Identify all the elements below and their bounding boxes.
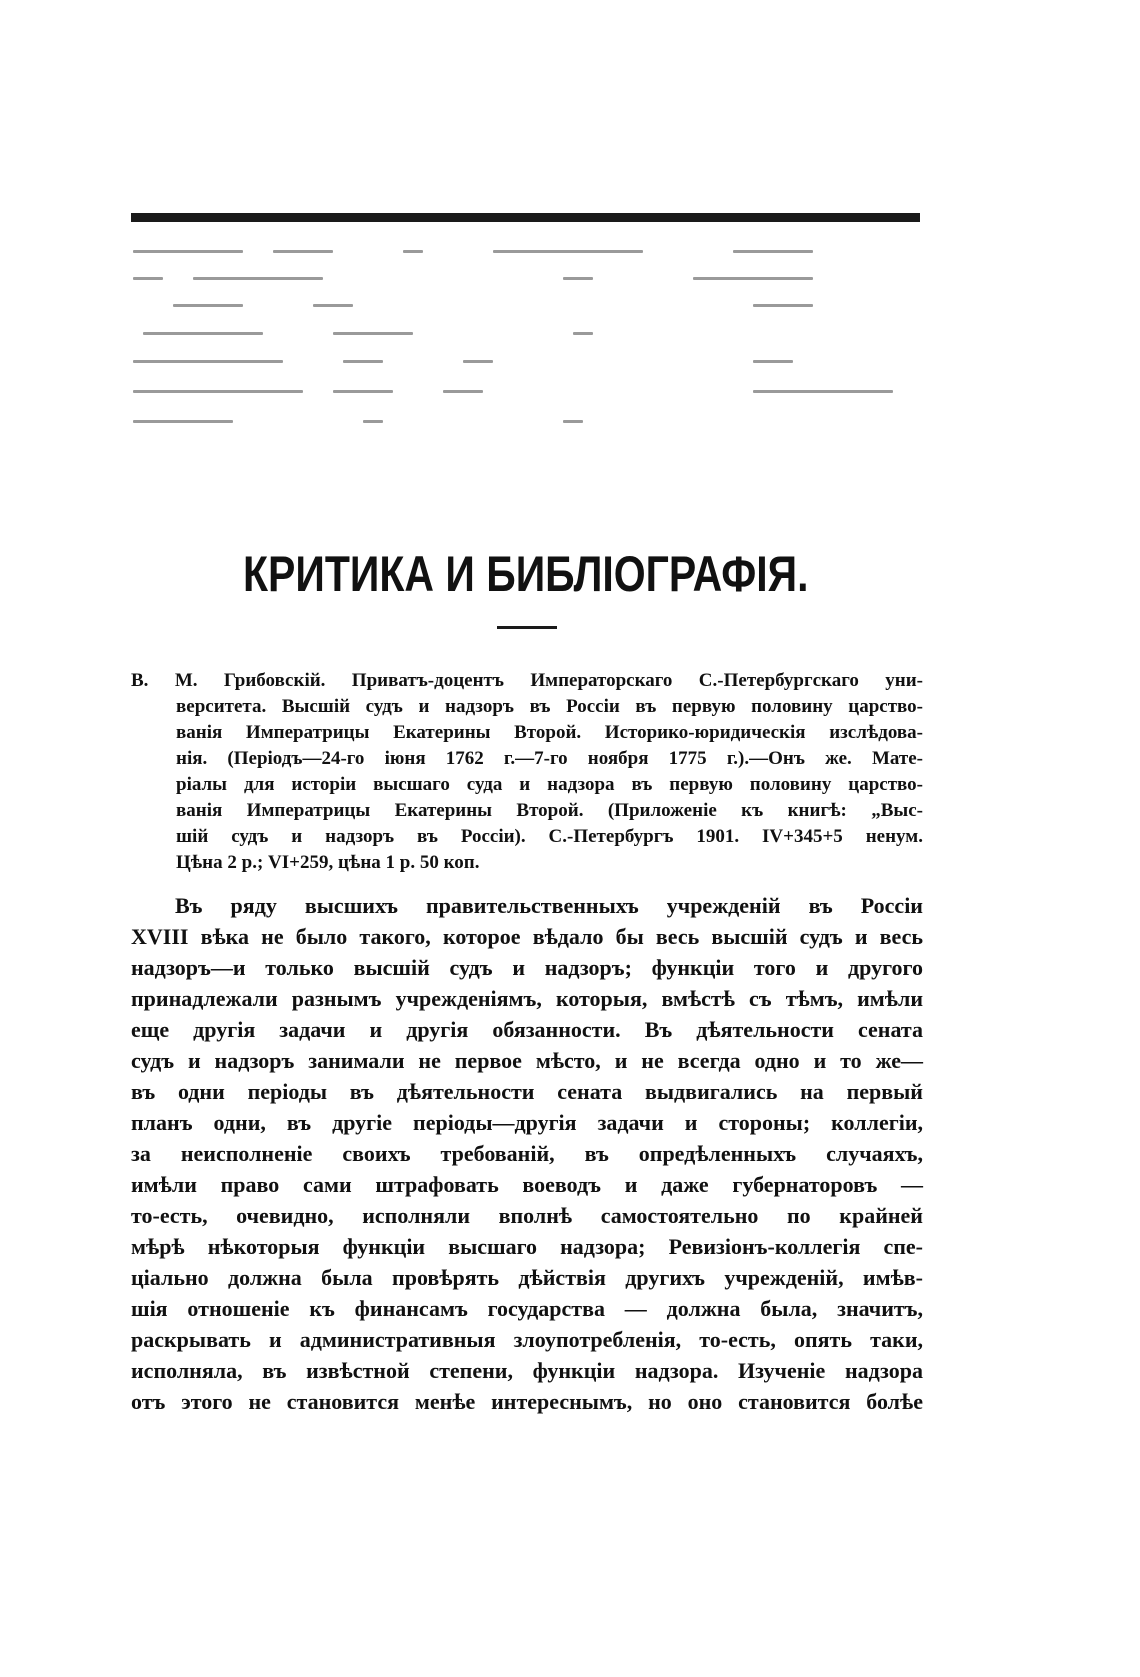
bibliography-line: В. М. Грибовскій. Приватъ-доцентъ Императорскаго С.-Петербургскаго уни- bbox=[131, 670, 923, 691]
body-line: имѣли право сами штрафовать воеводъ и даже губернаторовъ — bbox=[131, 1172, 923, 1197]
top-rule bbox=[131, 213, 920, 222]
bibliography-line: нія. (Періодъ—24-го іюня 1762 г.—7-го ноября 1775 г.).—Онъ же. Мате- bbox=[176, 748, 923, 769]
body-line: надзоръ—и только высшій судъ и надзоръ; функціи того и другого bbox=[131, 955, 923, 980]
body-line: то-есть, очевидно, исполняли вполнѣ самостоятельно по крайней bbox=[131, 1203, 923, 1228]
body-line: въ одни періоды въ дѣятельности сената выдвигались на первый bbox=[131, 1079, 923, 1104]
body-line: планъ одни, въ другіе періоды—другія задачи и стороны; коллегіи, bbox=[131, 1110, 923, 1135]
body-line: ціально должна была провѣрять дѣйствія другихъ учрежденій, имѣв- bbox=[131, 1265, 923, 1290]
body-line: раскрывать и административныя злоупотребленія, то-есть, опять таки, bbox=[131, 1327, 923, 1352]
body-line: отъ этого не становится менѣе интереснымъ, но оно становится болѣе bbox=[131, 1389, 923, 1414]
body-line: шія отношеніе къ финансамъ государства — должна была, значитъ, bbox=[131, 1296, 923, 1321]
body-line: исполняла, въ извѣстной степени, функціи надзора. Изученіе надзора bbox=[131, 1358, 923, 1383]
body-line: мѣрѣ нѣкоторыя функціи высшаго надзора; Ревизіонъ-коллегія спе- bbox=[131, 1234, 923, 1259]
section-heading: КРИТИКА И БИБЛІОГРАФІЯ. bbox=[243, 546, 809, 602]
body-line: Въ ряду высшихъ правительственныхъ учрежденій въ Россіи bbox=[175, 893, 923, 918]
bibliography-entry bbox=[131, 668, 923, 876]
bleed-through-text bbox=[133, 250, 933, 460]
heading-divider bbox=[497, 626, 557, 629]
body-line: XVIII вѣка не было такого, которое вѣдало бы весь высшій судъ и весь bbox=[131, 924, 923, 949]
body-paragraph bbox=[131, 890, 923, 1417]
body-line: за неисполненіе своихъ требованій, въ опредѣленныхъ случаяхъ, bbox=[131, 1141, 923, 1166]
bibliography-line: верситета. Высшій судъ и надзоръ въ Россіи въ первую половину царство- bbox=[176, 696, 923, 717]
body-line: судъ и надзоръ занимали не первое мѣсто, и не всегда одно и то же— bbox=[131, 1048, 923, 1073]
bibliography-line: ванія Императрицы Екатерины Второй. Историко-юридическія изслѣдова- bbox=[176, 722, 923, 743]
bibliography-line: ванія Императрицы Екатерины Второй. (Приложеніе къ книгѣ: „Выс- bbox=[176, 800, 923, 821]
bibliography-line: Цѣна 2 р.; VI+259, цѣна 1 р. 50 коп. bbox=[176, 852, 480, 873]
body-line: еще другія задачи и другія обязанности. Въ дѣятельности сената bbox=[131, 1017, 923, 1042]
body-line: принадлежали разнымъ учрежденіямъ, которыя, вмѣстѣ съ тѣмъ, имѣли bbox=[131, 986, 923, 1011]
bibliography-line: ріалы для исторіи высшаго суда и надзора въ первую половину царство- bbox=[176, 774, 923, 795]
bibliography-line: шій судъ и надзоръ въ Россіи). С.-Петербургъ 1901. IV+345+5 ненум. bbox=[176, 826, 923, 847]
